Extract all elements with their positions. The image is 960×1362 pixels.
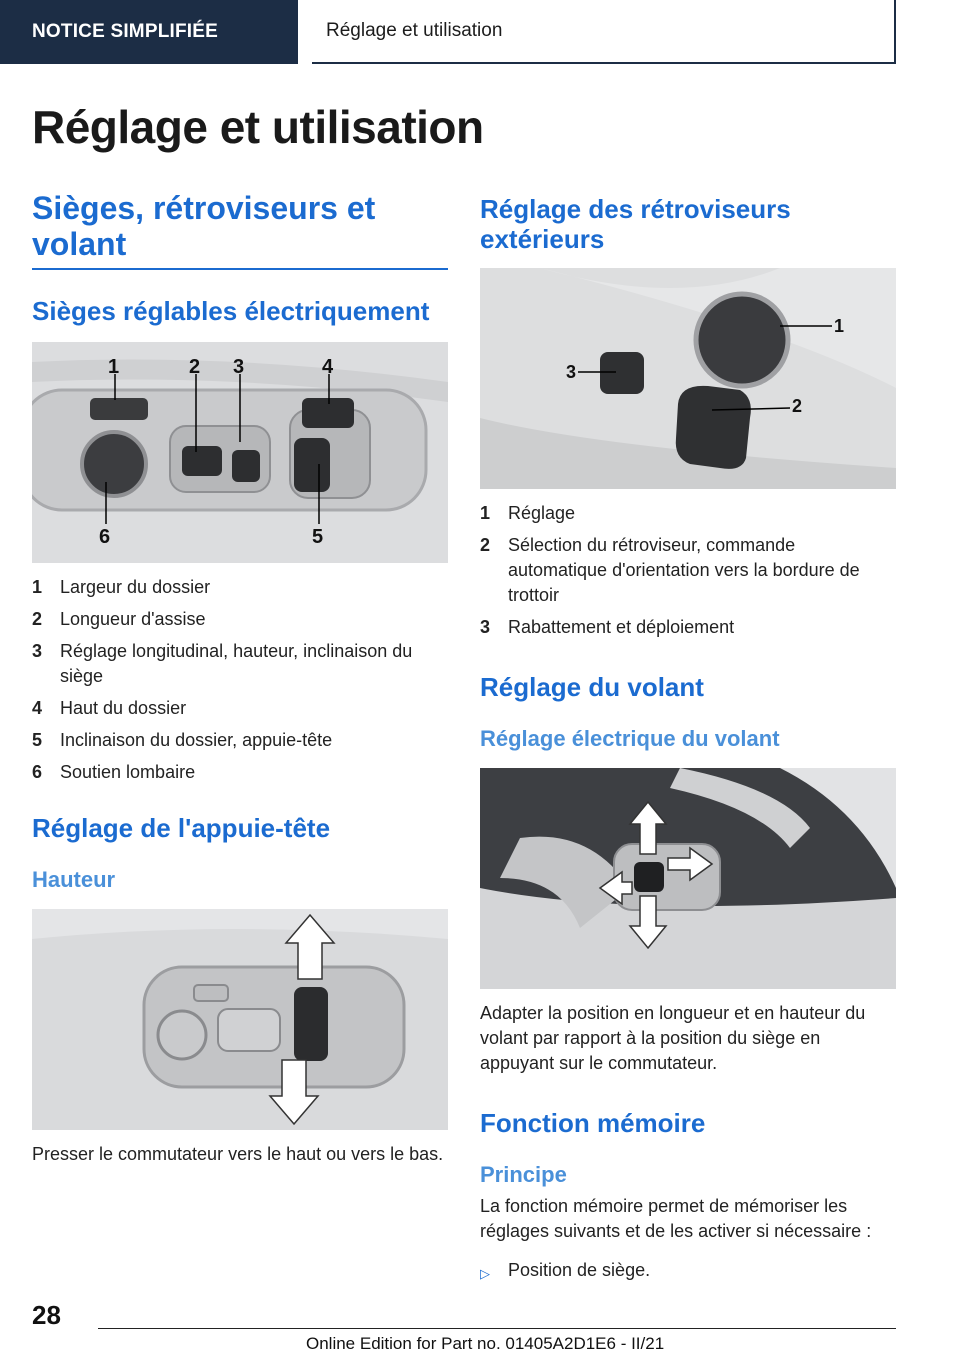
list-item: 2 Longueur d'assise xyxy=(32,609,206,629)
left-column xyxy=(32,190,448,1167)
mirror-callout-2: 2 xyxy=(792,396,803,416)
list-item: 1 Réglage xyxy=(480,503,576,523)
list-item: 2 Sélection du rétroviseur, commande automatique d'orientation vers la bordure de trottoir xyxy=(480,535,860,605)
triangle-bullet-icon: ▷ xyxy=(480,1266,490,1281)
list-item: 5 Inclinaison du dossier, appuie-tête xyxy=(32,730,333,750)
mirror-controls-figure xyxy=(480,268,896,489)
subsubsection-title-principle: Principe xyxy=(480,1162,567,1187)
seat-callout-3: 3 xyxy=(233,356,245,378)
steering-wheel-instruction-text: Adapter la position en longueur et en hauteur du volant par rapport à la position du siège en appuyant sur le commutateur. xyxy=(480,1003,866,1073)
subsection-title-mirrors: Réglage des rétroviseurs extérieurs xyxy=(480,194,791,254)
headrest-switch-figure xyxy=(32,909,448,1130)
headrest-instruction-text: Presser le commutateur vers le haut ou vers le bas. xyxy=(32,1144,444,1164)
footer-edition: Online Edition for Part no. 01405A2D1E6 - II/21 xyxy=(306,1334,665,1353)
seat-callout-4: 4 xyxy=(322,356,334,378)
list-item: 6 Soutien lombaire xyxy=(32,762,196,782)
seat-callout-2: 2 xyxy=(189,356,201,378)
subsection-title-memory: Fonction mémoire xyxy=(480,1108,706,1138)
list-item: 3 Rabattement et déploiement xyxy=(480,617,735,637)
page-number: 28 xyxy=(32,1300,61,1330)
list-item: ▷ Position de siège. xyxy=(480,1258,896,1286)
list-item: 3 Réglage longitudinal, hauteur, inclinaison du siège xyxy=(32,641,413,686)
page-header xyxy=(0,0,960,66)
seat-callout-5: 5 xyxy=(312,526,324,548)
headrest-switch-illustration xyxy=(32,909,448,1130)
seat-controls-list xyxy=(32,575,448,785)
list-item: 1 Largeur du dossier xyxy=(32,577,211,597)
steering-wheel-illustration xyxy=(480,768,896,989)
subsubsection-title-height: Hauteur xyxy=(32,867,116,892)
subsection-title-steering-wheel: Réglage du volant xyxy=(480,672,704,702)
right-column xyxy=(480,194,896,1286)
memory-principle-text: La fonction mémoire permet de mémoriser les réglages suivants et de les activer si nécessaire : xyxy=(480,1196,872,1241)
header-section-label: NOTICE SIMPLIFIÉE xyxy=(0,0,298,64)
subsection-title-headrest: Réglage de l'appuie-tête xyxy=(32,813,331,843)
seat-controls-figure xyxy=(32,342,448,563)
subsubsection-title-electric-wheel: Réglage électrique du volant xyxy=(480,726,780,751)
section-title-seats-mirrors-wheel: Sièges, rétroviseurs et volant xyxy=(32,190,448,270)
mirror-callout-1: 1 xyxy=(834,316,845,336)
page-title: Réglage et utilisation xyxy=(32,101,484,153)
mirror-controls-list xyxy=(480,501,896,640)
seat-callout-1: 1 xyxy=(108,356,120,378)
mirror-controls-illustration xyxy=(480,268,896,489)
header-chapter-label: Réglage et utilisation xyxy=(312,0,896,64)
seat-callout-6: 6 xyxy=(99,526,111,548)
steering-wheel-figure xyxy=(480,768,896,989)
mirror-callout-3: 3 xyxy=(566,362,577,382)
footer-divider xyxy=(98,1328,896,1329)
subsection-title-electric-seats: Sièges réglables électriquement xyxy=(32,296,430,326)
list-item: 4 Haut du dossier xyxy=(32,698,187,718)
